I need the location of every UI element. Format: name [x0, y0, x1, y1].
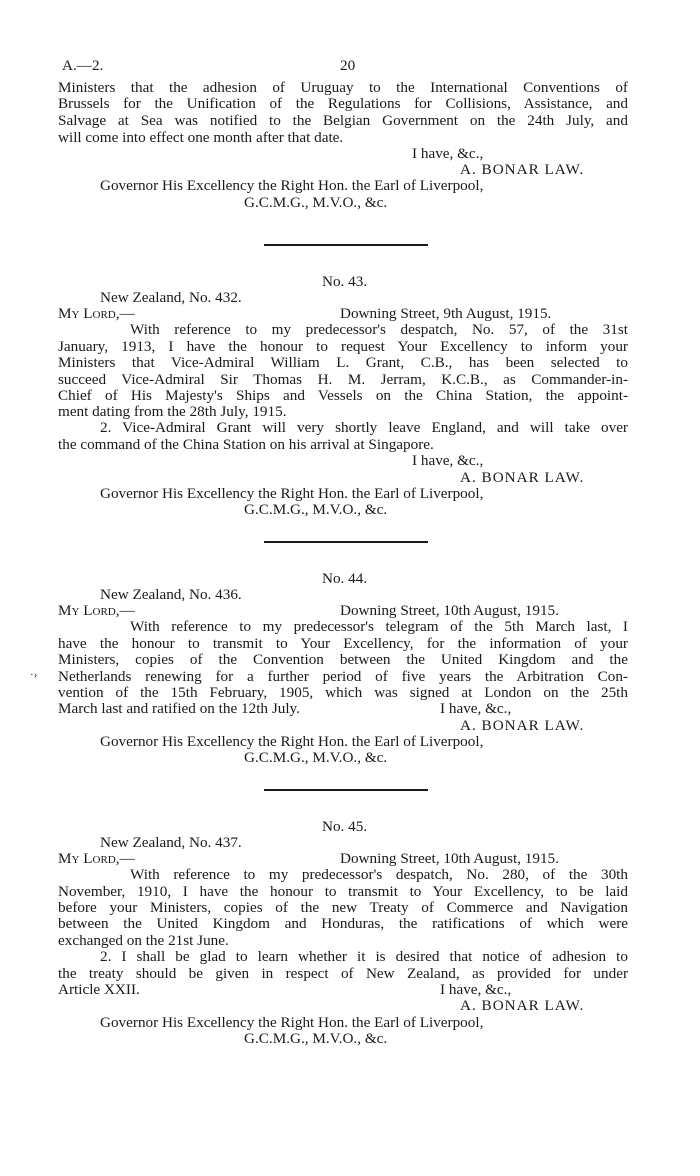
section-divider: [264, 789, 428, 791]
body-line: With reference to my predecessor's despatch, No. 57, of the 31st: [130, 321, 628, 338]
page-number: 20: [340, 57, 356, 74]
body-line: the treaty should be given in respect of New Zealand, as provided for under: [58, 965, 628, 982]
body-line: March last and ratified on the 12th July.: [58, 700, 300, 717]
body-line: January, 1913, I have the honour to request Your Excellency to inform your: [58, 338, 628, 355]
body-line: 2. Vice-Admiral Grant will very shortly leave England, and will take over: [100, 419, 628, 436]
despatch-number: No. 44.: [322, 570, 368, 587]
salutation: My Lord,—: [58, 602, 135, 619]
margin-mark: ·›: [30, 669, 38, 681]
place-date: Downing Street, 10th August, 1915.: [340, 602, 559, 619]
signature: A. BONAR LAW.: [460, 997, 585, 1014]
body-line: Chief of His Majesty's Ships and Vessels on the China Station, the appoint-: [58, 387, 628, 404]
signature: A. BONAR LAW.: [460, 161, 585, 178]
place-date: Downing Street, 9th August, 1915.: [340, 305, 552, 322]
despatch-number: No. 45.: [322, 818, 368, 835]
honours: G.C.M.G., M.V.O., &c.: [244, 1030, 388, 1047]
body-line: before your Ministers, copies of the new Treaty of Commerce and Navigation: [58, 899, 628, 916]
body-line: Netherlands renewing for a further period of five years the Arbitration Con-: [58, 668, 628, 685]
despatch-ref: New Zealand, No. 432.: [100, 289, 242, 306]
section-divider: [264, 541, 428, 543]
place-date: Downing Street, 10th August, 1915.: [340, 850, 559, 867]
signature: A. BONAR LAW.: [460, 717, 585, 734]
document-reference: A.—2.: [62, 57, 104, 74]
body-line: With reference to my predecessor's despatch, No. 280, of the 30th: [130, 866, 628, 883]
body-line: November, 1910, I have the honour to transmit to Your Excellency, to be laid: [58, 883, 628, 900]
despatch-ref: New Zealand, No. 437.: [100, 834, 242, 851]
closing: I have, &c.,: [440, 981, 512, 998]
body-line: succeed Vice-Admiral Sir Thomas H. M. Jerram, K.C.B., as Commander-in-: [58, 371, 628, 388]
despatch-number: No. 43.: [322, 273, 368, 290]
despatch-ref: New Zealand, No. 436.: [100, 586, 242, 603]
intro-line: Brussels for the Unification of the Regulations for Collisions, Assistance, and: [58, 95, 628, 112]
body-line: exchanged on the 21st June.: [58, 932, 229, 949]
signature: A. BONAR LAW.: [460, 469, 585, 486]
body-line: between the United Kingdom and Honduras, the ratifications of which were: [58, 915, 628, 932]
intro-line: will come into effect one month after that date.: [58, 129, 344, 146]
body-line: have the honour to transmit to Your Excellency, for the information of your: [58, 635, 628, 652]
closing: I have, &c.,: [412, 452, 484, 469]
intro-line: Ministers that the adhesion of Uruguay to the International Conventions of: [58, 79, 628, 96]
honours: G.C.M.G., M.V.O., &c.: [244, 749, 388, 766]
addressee: Governor His Excellency the Right Hon. the Earl of Liverpool,: [100, 733, 484, 750]
intro-line: Salvage at Sea was notified to the Belgian Government on the 24th July, and: [58, 112, 628, 129]
body-line: Article XXII.: [58, 981, 140, 998]
closing: I have, &c.,: [440, 700, 512, 717]
honours: G.C.M.G., M.V.O., &c.: [244, 501, 388, 518]
body-line: ment dating from the 28th July, 1915.: [58, 403, 287, 420]
closing: I have, &c.,: [412, 145, 484, 162]
salutation: My Lord,—: [58, 305, 135, 322]
addressee: Governor His Excellency the Right Hon. the Earl of Liverpool,: [100, 485, 484, 502]
addressee: Governor His Excellency the Right Hon. the Earl of Liverpool,: [100, 1014, 484, 1031]
body-line: vention of the 15th February, 1905, which was signed at London on the 25th: [58, 684, 628, 701]
salutation: My Lord,—: [58, 850, 135, 867]
body-line: the command of the China Station on his arrival at Singapore.: [58, 436, 434, 453]
body-line: Ministers that Vice-Admiral William L. Grant, C.B., has been selected to: [58, 354, 628, 371]
body-line: With reference to my predecessor's telegram of the 5th March last, I: [130, 618, 628, 635]
addressee: Governor His Excellency the Right Hon. the Earl of Liverpool,: [100, 177, 484, 194]
section-divider: [264, 244, 428, 246]
honours: G.C.M.G., M.V.O., &c.: [244, 194, 388, 211]
body-line: Ministers, copies of the Convention between the United Kingdom and the: [58, 651, 628, 668]
body-line: 2. I shall be glad to learn whether it is desired that notice of adhesion to: [100, 948, 628, 965]
